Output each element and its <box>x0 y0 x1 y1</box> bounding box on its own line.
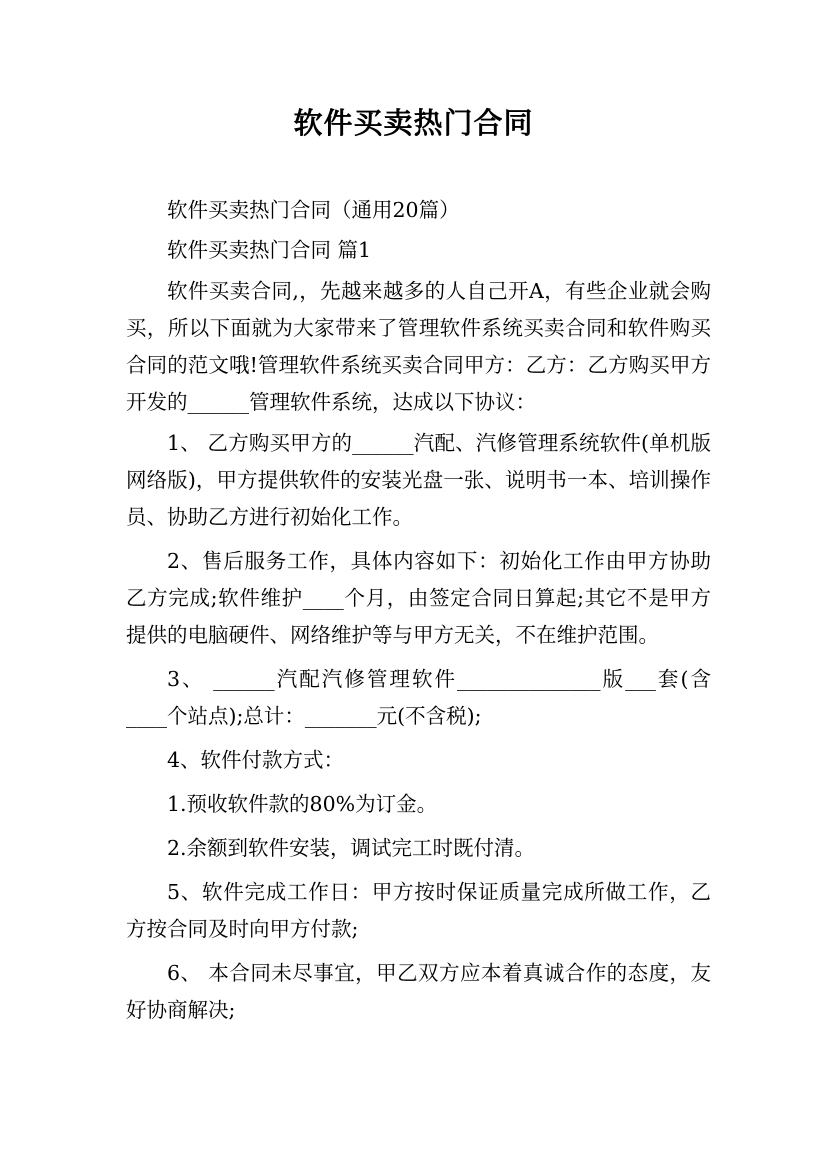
paragraph-item-3: 3、 ______汽配汽修管理软件______________版___套(含____个站点);总计：_______元(不含税); <box>126 667 711 728</box>
paragraph-item-4-sub-1: 1.预收软件款的80%为订金。 <box>167 792 438 816</box>
paragraph-item-5: 5、软件完成工作日：甲方按时保证质量完成所做工作，乙方按合同及时向甲方付款; <box>126 880 711 941</box>
paragraph-item-4: 4、软件付款方式： <box>167 748 345 772</box>
document-subtitle: 软件买卖热门合同（通用20篇） <box>167 198 460 222</box>
document-body <box>126 190 711 1029</box>
document-title: 软件买卖热门合同 <box>293 106 534 140</box>
section-heading: 软件买卖热门合同 篇1 <box>167 238 372 262</box>
paragraph-item-6: 6、 本合同未尽事宜，甲乙双方应本着真诚合作的态度，友好协商解决; <box>126 961 711 1022</box>
paragraph-item-2: 2、售后服务工作，具体内容如下：初始化工作由甲方协助乙方完成;软件维护____个月，由签定合同日算起;其它不是甲方提供的电脑硬件、网络维护等与甲方无关，不在维护范围。 <box>126 549 711 647</box>
paragraph-item-1: 1、 乙方购买甲方的______汽配、汽修管理系统软件(单机版网络版)，甲方提供软件的安装光盘一张、说明书一本、培训操作员、协助乙方进行初始化工作。 <box>126 431 711 529</box>
paragraph-intro: 软件买卖合同,，先越来越多的人自己开A，有些企业就会购买，所以下面就为大家带来了管理软件系统买卖合同和软件购买合同的范文哦!管理软件系统买卖合同甲方：乙方：乙方购买甲方开发的______管理软件系统，达成以下协议： <box>126 279 711 414</box>
paragraph-item-4-sub-2: 2.余额到软件安装，调试完工时既付清。 <box>167 836 536 860</box>
